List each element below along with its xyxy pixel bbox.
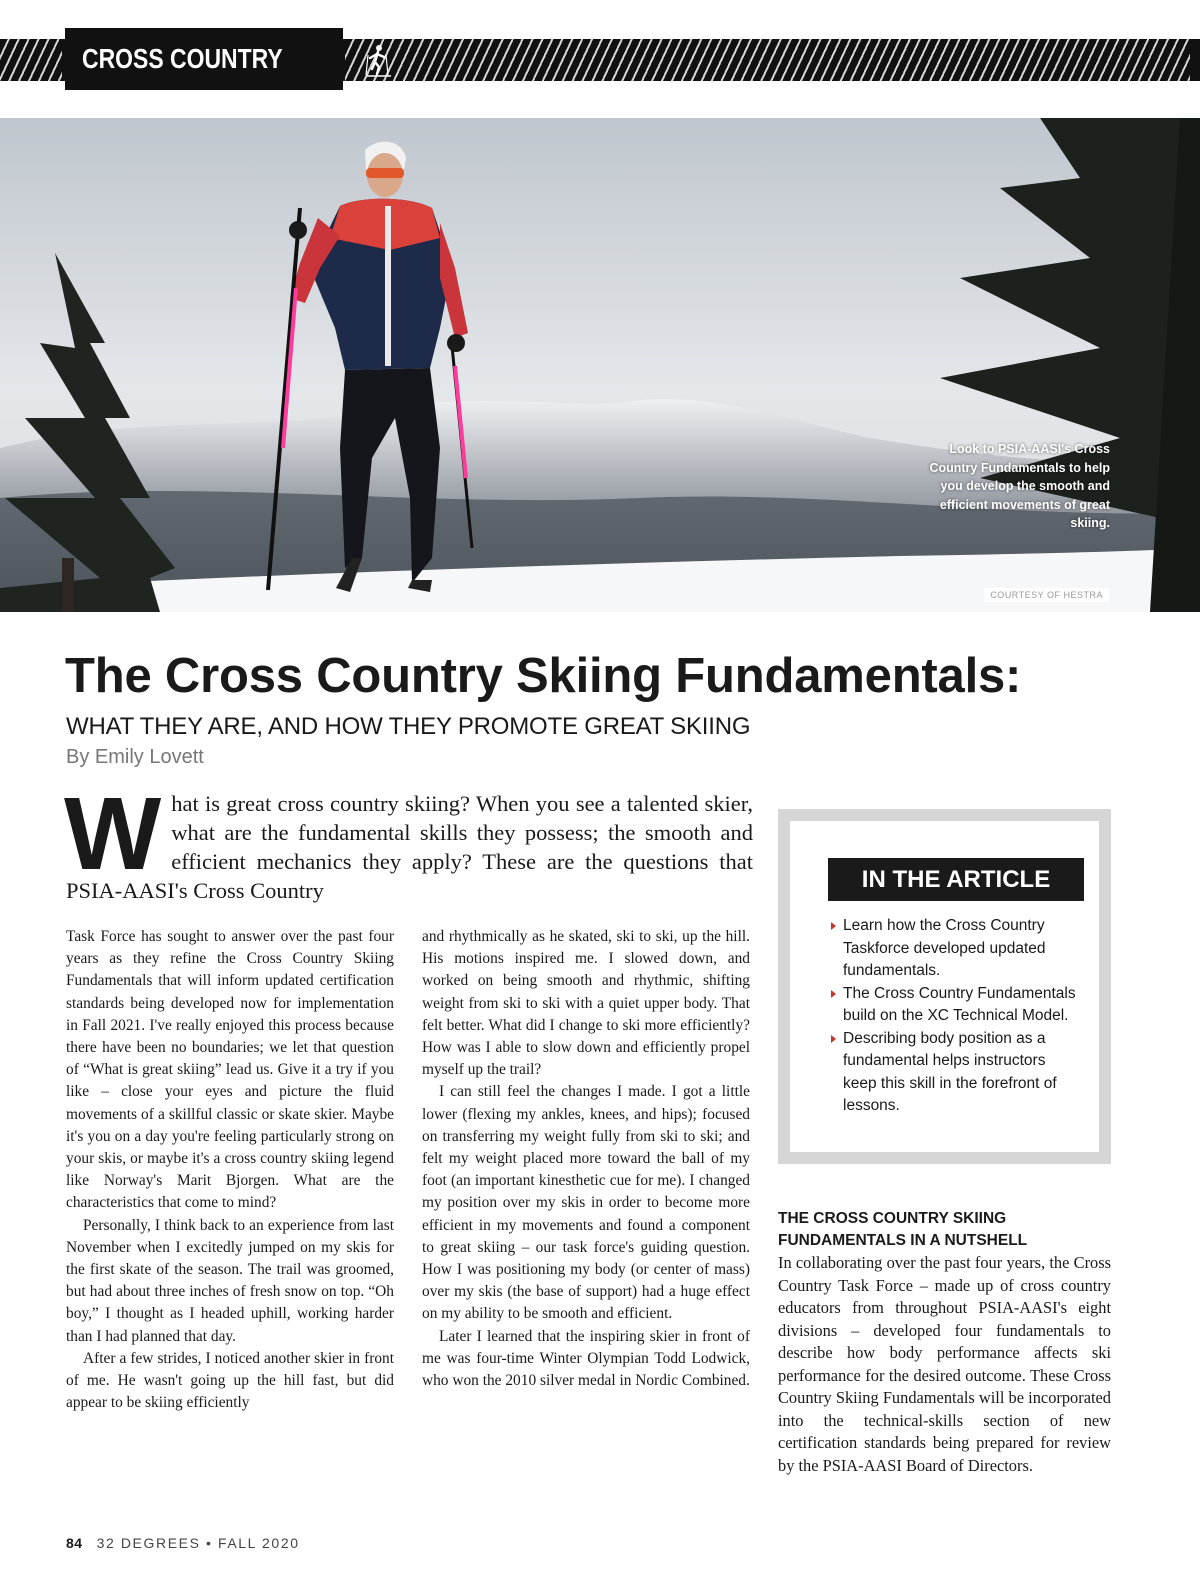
list-item xyxy=(830,983,1080,1028)
lead-paragraph xyxy=(64,776,753,905)
article-title: The Cross Country Skiing Fundamentals: xyxy=(65,649,1022,703)
list-item xyxy=(830,1028,1080,1118)
photo-caption: Look to PSIA-AASI's Cross Country Fundamentals to help you develop the smooth and efficient movements of great skiing. xyxy=(929,442,1110,530)
hatch-pattern xyxy=(345,39,1190,81)
article-subtitle: WHAT THEY ARE, AND HOW THEY PROMOTE GREAT SKIING xyxy=(66,713,751,740)
body-column-2 xyxy=(422,926,750,1392)
sidebar-panel xyxy=(790,821,1099,1152)
lead-text: hat is great cross country skiing? When you see a talented skier, what are the fundamental skills they possess; the smooth and efficient mechanics they apply? These are the questions that PSIA-AASI's Cross Country xyxy=(66,791,753,903)
bullet-icon xyxy=(831,990,836,998)
section-label: CROSS COUNTRY xyxy=(82,43,283,74)
paragraph: Task Force has sought to answer over the past four years as they refine the Cross Country Skiing Fundamentals that will inform updated certification standards being developed now for implementation in Fall 2021. I've really enjoyed this process because there have been no boundaries; we let that question of “What is great skiing” lead us. Give it a try if you like – close your eyes and picture the fluid movements of a skillful classic or skate skier. Maybe it's you on a day you're feeling particularly strong on your skis, or maybe it's a cross country skiing legend like Norway's Marit Bjorgen. What are the characteristics that come to mind? xyxy=(66,928,394,1212)
nutshell-body: In collaborating over the past four years, the Cross Country Task Force – made up of cross country educators from throughout PSIA-AASI's eight divisions – developed four fundamentals to describe how body performance affects ski performance for the desired outcome. These Cross Country Skiing Fundamentals will be incorporated into the technical-skills section of new certification standards being prepared for review by the PSIA-AASI Board of Directors. xyxy=(778,1253,1111,1475)
nutshell-heading: THE CROSS COUNTRY SKIING FUNDAMENTALS IN A NUTSHELL xyxy=(778,1210,1028,1249)
paragraph: Personally, I think back to an experience from last November when I excitedly jumped on my skis for the first skate of the season. The trail was groomed, but had about three inches of fresh snow on top. “Oh boy,” I thought as I headed uphill, working harder than I had planned that day. xyxy=(66,1216,394,1345)
section-tab xyxy=(65,28,343,90)
skier-icon xyxy=(361,43,395,77)
body-column-1 xyxy=(66,926,394,1414)
list-item-text: The Cross Country Fundamentals build on the XC Technical Model. xyxy=(843,984,1076,1024)
paragraph: After a few strides, I noticed another skier in front of me. He wasn't going up the hill fast, but did appear to be skiing efficiently xyxy=(66,1349,394,1412)
paragraph: I can still feel the changes I made. I got a little lower (flexing my ankles, knees, and hips); focused on transferring my weight fully from ski to ski; and felt my weight placed more toward the ball of my foot (an important kinesthetic cue for me). I changed my position over my skis in order to become more efficient in my movements and found a component to great skiing – our task force's guiding question. How I was positioning my body (or center of mass) over my skis (the base of support) had a huge effect on my ability to be smooth and efficient. xyxy=(422,1083,750,1323)
list-item xyxy=(830,915,1080,983)
bullet-icon xyxy=(831,922,836,930)
paragraph: Later I learned that the inspiring skier in front of me was four-time Winter Olympian Todd Lodwick, who won the 2010 silver medal in Nordic Combined. xyxy=(422,1327,750,1390)
hero-photo xyxy=(0,118,1200,612)
drop-cap: W xyxy=(64,776,162,891)
list-item-text: Learn how the Cross Country Taskforce developed updated fundamentals. xyxy=(843,917,1046,979)
photo-credit: COURTESY OF HESTRA xyxy=(984,588,1109,602)
page-number: 84 xyxy=(66,1535,83,1551)
page-footer xyxy=(66,1535,300,1551)
publication-name: 32 DEGREES • FALL 2020 xyxy=(96,1535,300,1551)
in-the-article-box xyxy=(778,809,1111,1164)
skier-photo-illustration xyxy=(0,118,1200,612)
paragraph: and rhythmically as he skated, ski to ski, up the hill. His motions inspired me. I slowed down, and worked on being smooth and rhythmic, shifting weight from ski to ski with a quiet upper body. That felt better. What did I change to ski more efficiently? How was I able to slow down and efficiently propel myself up the trail? xyxy=(422,928,750,1079)
bullet-icon xyxy=(831,1035,836,1043)
hatch-pattern xyxy=(0,39,62,81)
sidebar-heading: IN THE ARTICLE xyxy=(828,858,1084,901)
byline: By Emily Lovett xyxy=(66,746,204,768)
list-item-text: Describing body position as a fundamental helps instructors keep this skill in the forefront of lessons. xyxy=(843,1029,1057,1114)
sidebar-list xyxy=(830,915,1080,1118)
